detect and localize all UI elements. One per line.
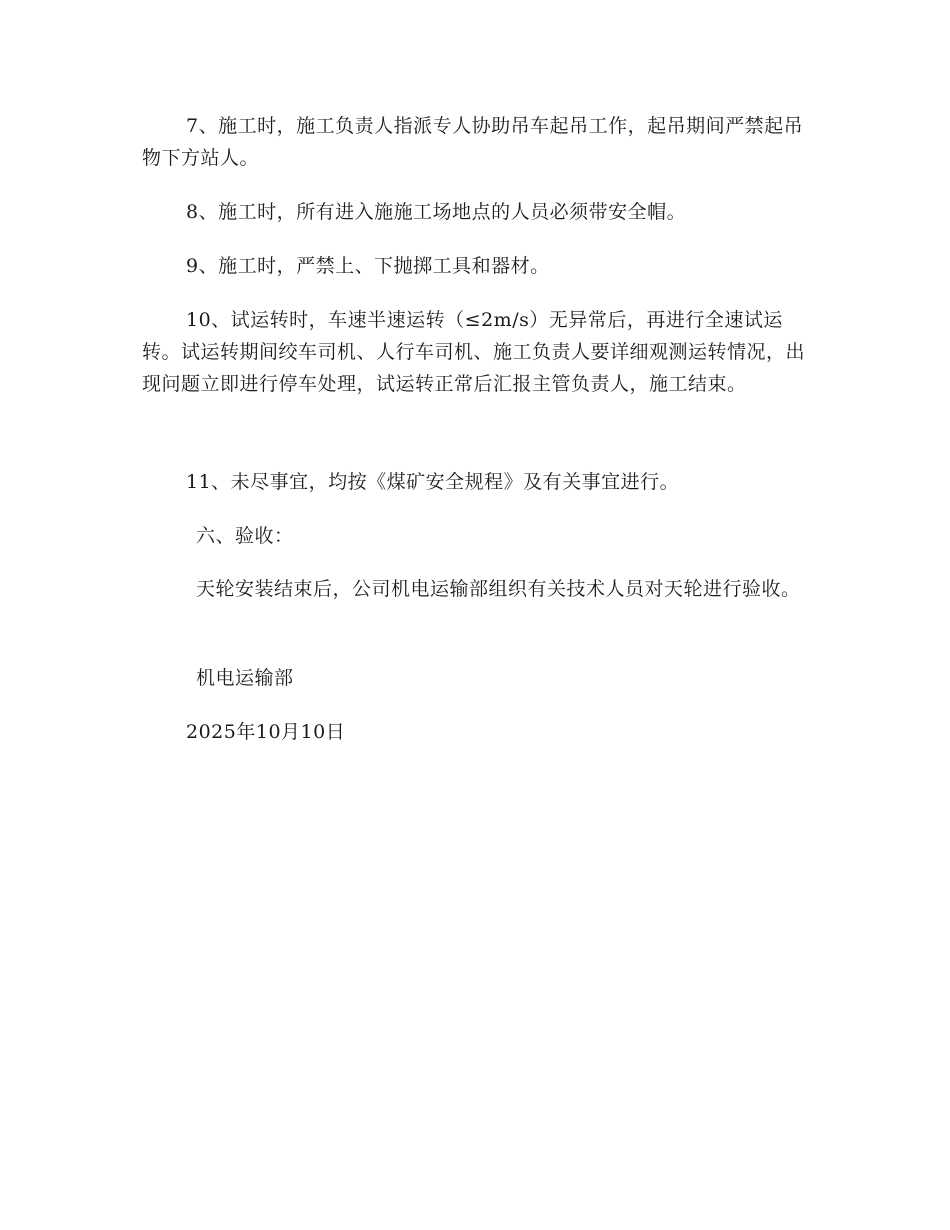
document-date: 2025年10月10日 (186, 721, 346, 743)
clause-11: 11、未尽事宜，均按《煤矿安全规程》及有关事宜进行。 (186, 471, 680, 493)
acceptance-paragraph: 天轮安装结束后，公司机电运输部组织有关技术人员对天轮进行验收。 (196, 578, 801, 600)
clause-8: 8、施工时，所有进入施施工场地点的人员必须带安全帽。 (186, 201, 687, 223)
section-heading-acceptance: 六、验收： (196, 525, 294, 547)
clause-9: 9、施工时，严禁上、下抛掷工具和器材。 (186, 255, 550, 277)
clause-7: 7、施工时，施工负责人指派专人协助吊车起吊工作，起吊期间严禁起吊物下方站人。 (142, 115, 804, 169)
signature-department: 机电运输部 (196, 667, 294, 689)
clause-10: 10、试运转时，车速半速运转（≤2m/s）无异常后，再进行全速试运转。试运转期间绞车司机、人行车司机、施工负责人要详细观测运转情况，出现问题立即进行停车处理，试运转正常后汇报主管负责人，施工结束。 (142, 309, 806, 395)
